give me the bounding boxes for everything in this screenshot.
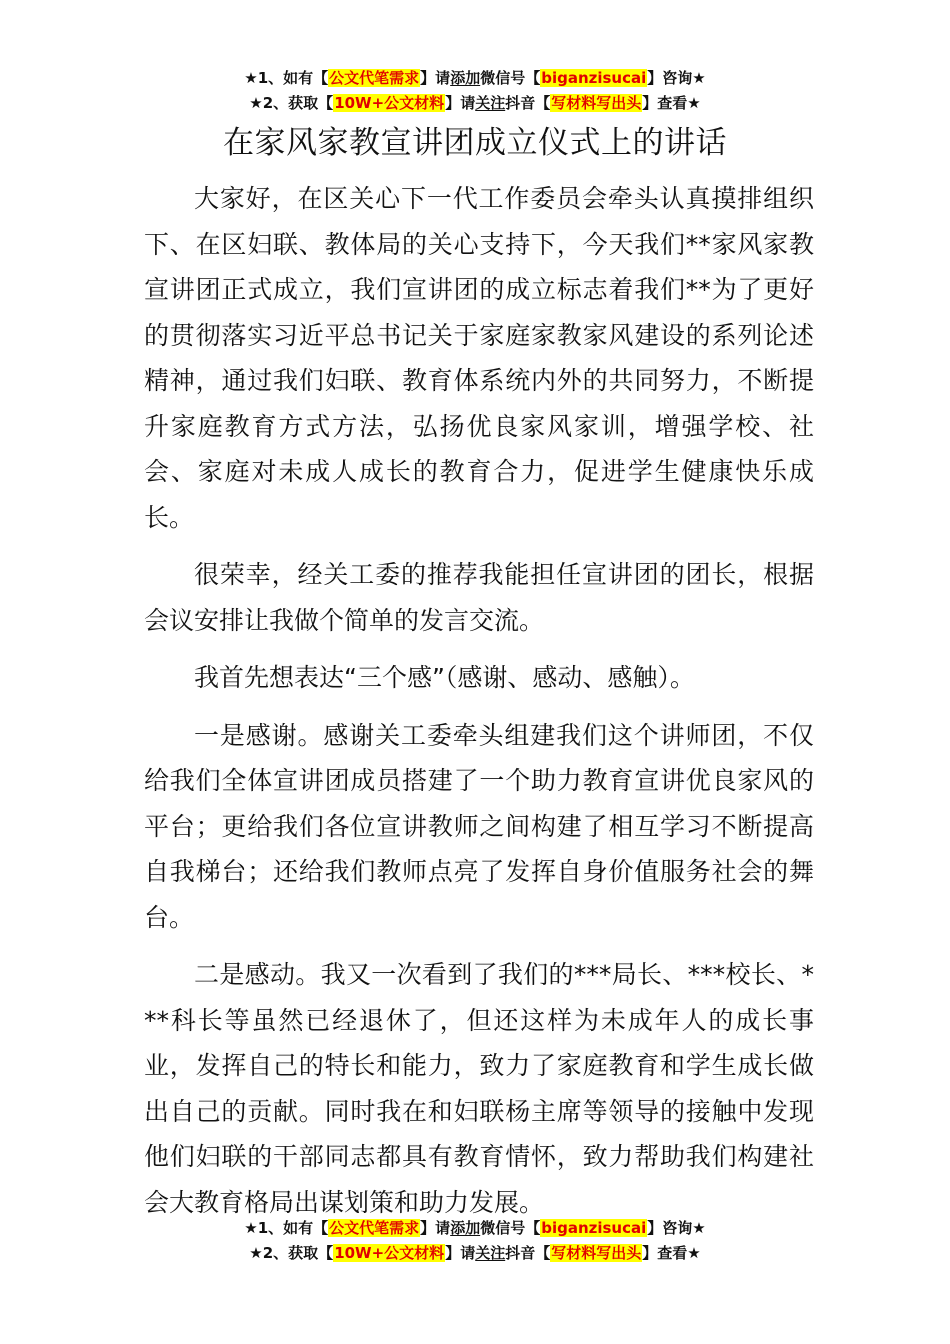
document-title: 在家风家教宣讲团成立仪式上的讲话	[223, 125, 727, 161]
highlight-materials: 10W+公文材料	[334, 94, 445, 112]
paragraph-greeting: 大家好，在区关心下一代工作委员会牵头认真摸排组织下、在区妇联、教体局的关心支持下，今天我们**家风家教宣讲团正式成立，我们宣讲团的成立标志着我们**为了更好的贯彻落实习近平总书记关于家庭家教家风建设的系列论述精神，通过我们妇联、教育体系统内外的共同努力，不断提升家庭教育方式方法，弘扬优良家风家训，增强学校、社会、家庭对未成人成长的教育合力，促进学生健康快乐成长。	[144, 184, 814, 532]
paragraph-honor: 很荣幸，经关工委的推荐我能担任宣讲团的团长，根据会议安排让我做个简单的发言交流。	[144, 560, 814, 635]
banner-line-2: ★2、获取【10W+公文材料】请关注抖音【写材料写出头】查看★	[249, 94, 701, 112]
paragraph-three-feelings: 我首先想表达“三个感”（感谢、感动、感触）。	[194, 663, 695, 692]
header-banner	[0, 66, 950, 116]
footer-banner	[0, 1216, 950, 1266]
highlight-service: 公文代笔需求	[329, 69, 420, 87]
paragraph-moved: 二是感动。我又一次看到了我们的***局长、***校长、***科长等虽然已经退休了，但还这样为未成年人的成长事业，发挥自己的特长和能力，致力了家庭教育和学生成长做出自己的贡献。同时我在和妇联杨主席等领导的接触中发现他们妇联的干部同志都具有教育情怀，致力帮助我们构建社会大教育格局出谋划策和助力发展。	[144, 960, 814, 1217]
banner-line-1: ★1、如有【公文代笔需求】请添加微信号【biganzisucai】咨询★	[244, 1219, 706, 1237]
highlight-wechat-id: biganzisucai	[541, 69, 647, 87]
highlight-douyin-account: 写材料写出头	[551, 94, 642, 112]
highlight-douyin-account: 写材料写出头	[551, 1244, 642, 1262]
highlight-materials: 10W+公文材料	[334, 1244, 445, 1262]
paragraph-gratitude: 一是感谢。感谢关工委牵头组建我们这个讲师团，不仅给我们全体宣讲团成员搭建了一个助力教育宣讲优良家风的平台；更给我们各位宣讲教师之间构建了相互学习不断提高自我梯台；还给我们教师点亮了发挥自身价值服务社会的舞台。	[144, 720, 814, 932]
highlight-service: 公文代笔需求	[329, 1219, 420, 1237]
banner-line-1: ★1、如有【公文代笔需求】请添加微信号【biganzisucai】咨询★	[244, 69, 706, 87]
banner-line-2: ★2、获取【10W+公文材料】请关注抖音【写材料写出头】查看★	[249, 1244, 701, 1262]
document-body	[144, 176, 814, 1237]
highlight-wechat-id: biganzisucai	[541, 1219, 647, 1237]
